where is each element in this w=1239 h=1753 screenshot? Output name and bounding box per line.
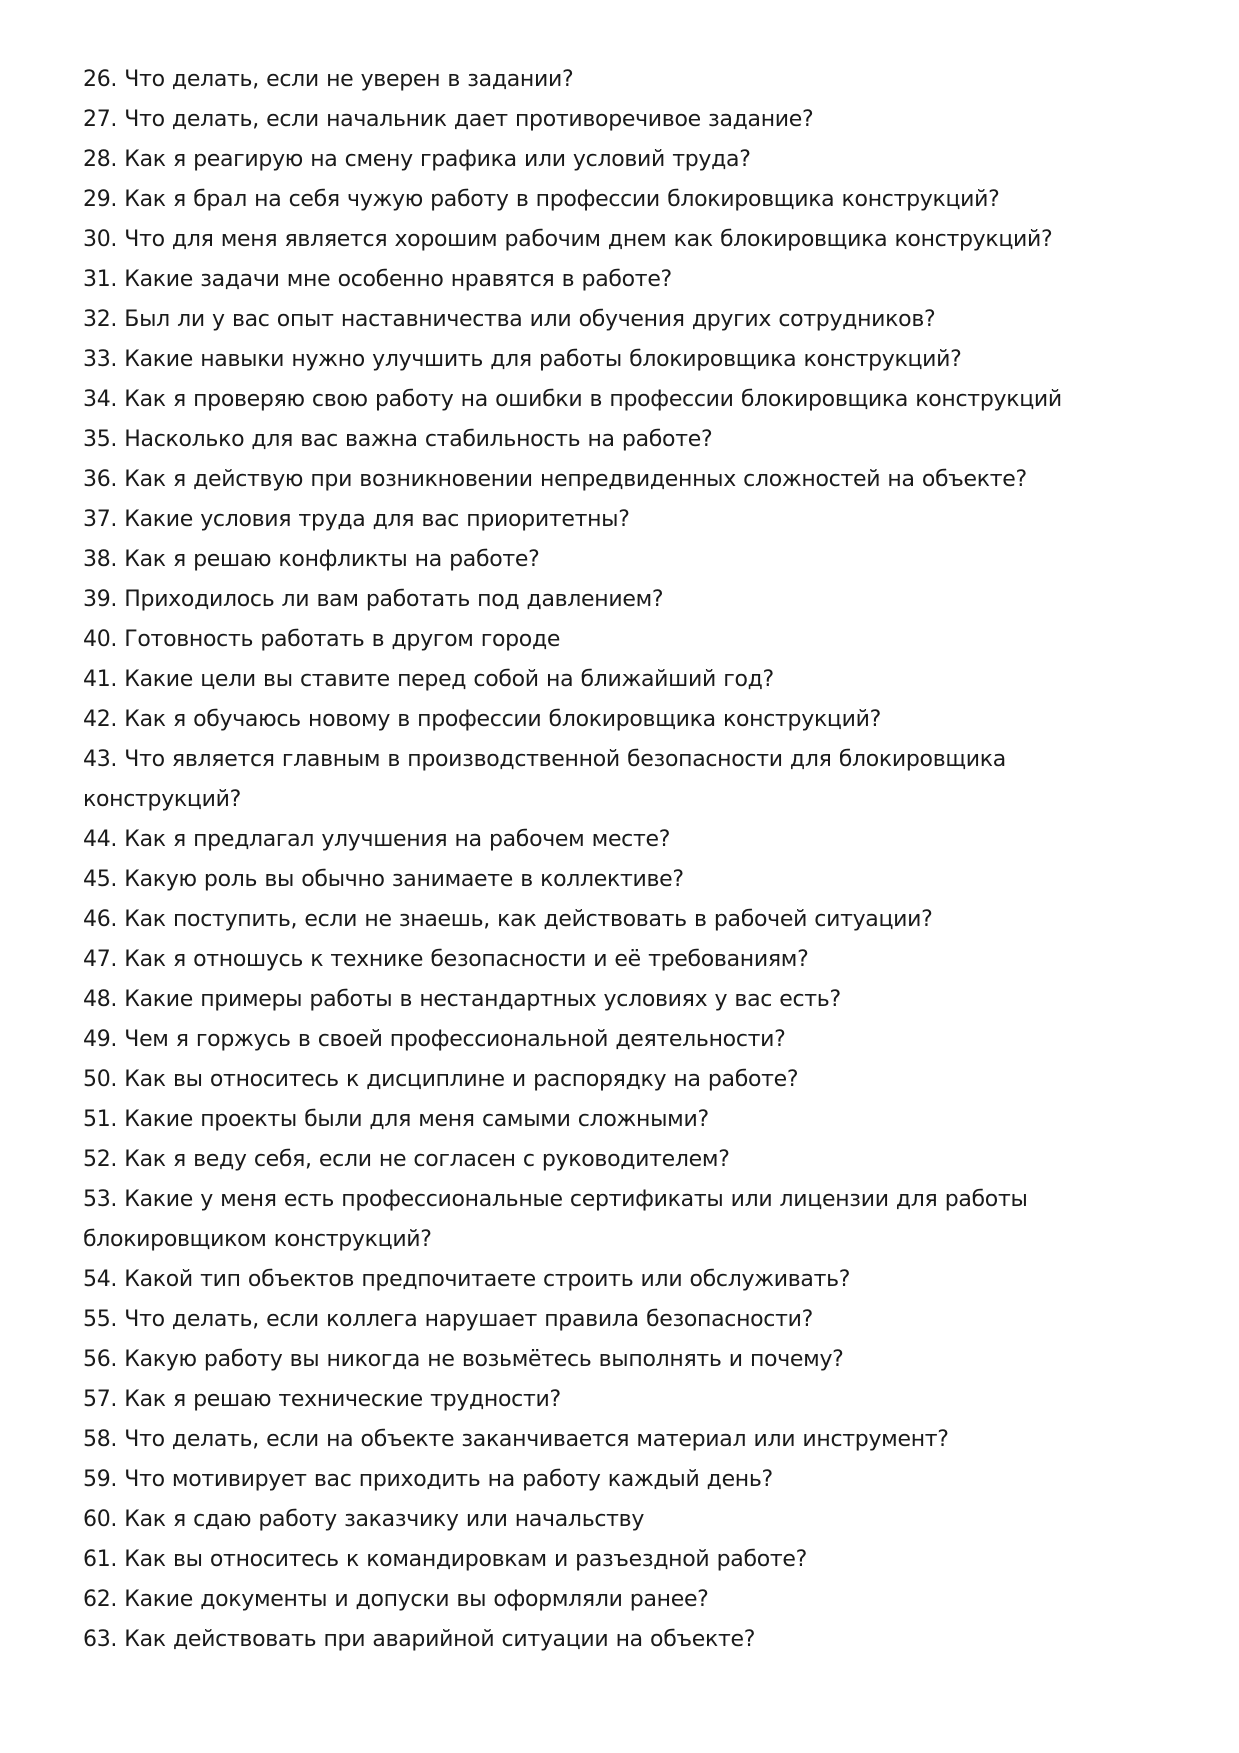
question-item: 61. Как вы относитесь к командировкам и разъездной работе? xyxy=(83,1547,808,1572)
question-item: 33. Какие навыки нужно улучшить для работы блокировщика конструкций? xyxy=(83,347,962,372)
question-item: 57. Как я решаю технические трудности? xyxy=(83,1387,561,1412)
question-item: 47. Как я отношусь к технике безопасности и её требованиям? xyxy=(83,947,809,972)
question-item: 30. Что для меня является хорошим рабочим днем как блокировщика конструкций? xyxy=(83,227,1053,252)
question-item: 56. Какую работу вы никогда не возьмётесь выполнять и почему? xyxy=(83,1347,844,1372)
question-item: 46. Как поступить, если не знаешь, как действовать в рабочей ситуации? xyxy=(83,907,933,932)
question-item: 52. Как я веду себя, если не согласен с руководителем? xyxy=(83,1147,730,1172)
question-item: 48. Какие примеры работы в нестандартных условиях у вас есть? xyxy=(83,987,841,1012)
question-item: 45. Какую роль вы обычно занимаете в коллективе? xyxy=(83,867,684,892)
question-item: 26. Что делать, если не уверен в задании? xyxy=(83,67,574,92)
question-item: 50. Как вы относитесь к дисциплине и распорядку на работе? xyxy=(83,1067,799,1092)
question-item: 27. Что делать, если начальник дает противоречивое задание? xyxy=(83,107,814,132)
question-item: 35. Насколько для вас важна стабильность на работе? xyxy=(83,427,713,452)
question-item: 38. Как я решаю конфликты на работе? xyxy=(83,547,540,572)
question-item: 41. Какие цели вы ставите перед собой на ближайший год? xyxy=(83,667,774,692)
question-item: 58. Что делать, если на объекте заканчивается материал или инструмент? xyxy=(83,1427,949,1452)
question-item: 34. Как я проверяю свою работу на ошибки в профессии блокировщика конструкций xyxy=(83,387,1062,412)
question-item: 49. Чем я горжусь в своей профессиональной деятельности? xyxy=(83,1027,786,1052)
question-item: 31. Какие задачи мне особенно нравятся в работе? xyxy=(83,267,672,292)
question-item: 28. Как я реагирую на смену графика или условий труда? xyxy=(83,147,751,172)
question-item: 32. Был ли у вас опыт наставничества или обучения других сотрудников? xyxy=(83,307,936,332)
question-item: 59. Что мотивирует вас приходить на работу каждый день? xyxy=(83,1467,773,1492)
question-item: 60. Как я сдаю работу заказчику или начальству xyxy=(83,1507,645,1532)
question-item: 54. Какой тип объектов предпочитаете строить или обслуживать? xyxy=(83,1267,851,1292)
question-item: 29. Как я брал на себя чужую работу в профессии блокировщика конструкций? xyxy=(83,187,1000,212)
question-list xyxy=(83,60,1163,1660)
question-item: 62. Какие документы и допуски вы оформляли ранее? xyxy=(83,1587,709,1612)
question-item: 43. Что является главным в производственной безопасности для блокировщика конструкций? xyxy=(83,747,1006,812)
question-item: 55. Что делать, если коллега нарушает правила безопасности? xyxy=(83,1307,813,1332)
question-item: 37. Какие условия труда для вас приоритетны? xyxy=(83,507,630,532)
question-item: 44. Как я предлагал улучшения на рабочем месте? xyxy=(83,827,671,852)
question-item: 63. Как действовать при аварийной ситуации на объекте? xyxy=(83,1627,756,1652)
question-item: 40. Готовность работать в другом городе xyxy=(83,627,561,652)
question-item: 39. Приходилось ли вам работать под давлением? xyxy=(83,587,664,612)
question-item: 42. Как я обучаюсь новому в профессии блокировщика конструкций? xyxy=(83,707,881,732)
document-page xyxy=(83,60,1163,1660)
question-item: 36. Как я действую при возникновении непредвиденных сложностей на объекте? xyxy=(83,467,1027,492)
question-item: 53. Какие у меня есть профессиональные сертификаты или лицензии для работы блокировщиком конструкций? xyxy=(83,1187,1028,1252)
question-item: 51. Какие проекты были для меня самыми сложными? xyxy=(83,1107,709,1132)
